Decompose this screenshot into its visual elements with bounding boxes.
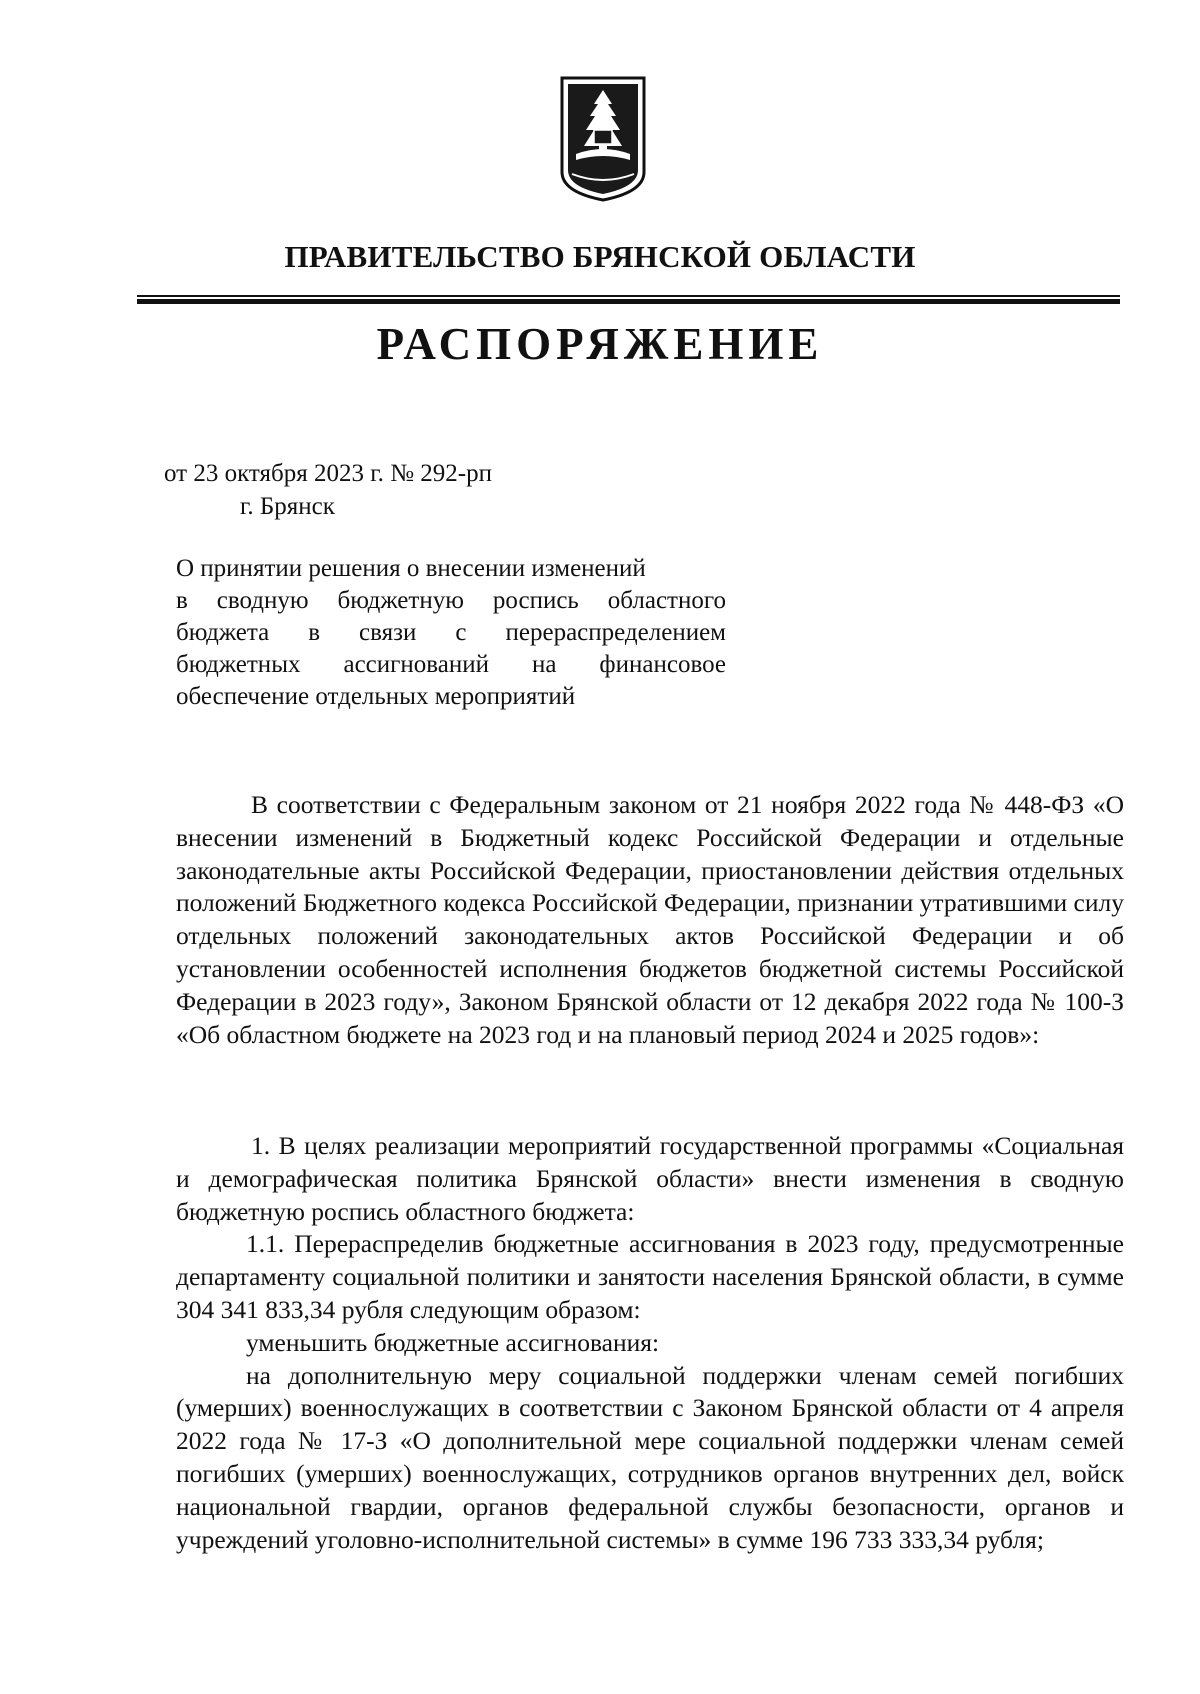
document-type-title: РАСПОРЯЖЕНИЕ [376, 319, 824, 369]
number-sign: № [390, 460, 415, 487]
item-1-paragraph: 1. В целях реализации мероприятий государственной программы «Социальная и демографическая политика Брянской области» внести изменения в сводную бюджетную роспись областного бюджета: [176, 1131, 1124, 1226]
coat-of-arms-icon [558, 74, 648, 204]
document-number: 292-рп [420, 460, 493, 487]
header-divider-thin [137, 295, 1120, 297]
organization-title: ПРАВИТЕЛЬСТВО БРЯНСКОЙ ОБЛАСТИ [284, 239, 916, 274]
document-date: 23 октября 2023 г. [193, 460, 384, 487]
date-prefix: от [164, 460, 188, 487]
item-1-1-paragraph: 1.1. Перераспределив бюджетные ассигнования в 2023 году, предусмотренные департаменту социальной политики и занятости населения Брянской области, в сумме 304 341 833,34 рубля следующим образом: [176, 1229, 1124, 1324]
items-block [176, 1130, 1124, 1556]
document-city: г. Брянск [240, 493, 335, 520]
subject-line: О принятии решения о внесении изменений [176, 555, 646, 582]
subject-line: бюджета в связи с перераспределением [176, 619, 726, 646]
reduce-heading: уменьшить бюджетные ассигнования: [246, 1327, 660, 1357]
subject-line: в сводную бюджетную роспись областного [176, 587, 726, 614]
preamble-paragraph: В соответствии с Федеральным законом от 21 ноября 2022 года № 448-ФЗ «О внесении изменений в Бюджетный кодекс Российской Федерации и отдельные законодательные акты Российской Федерации, приостановлении действия отдельных положений Бюджетного кодекса Российской Федерации, признании утратившими силу отдельных положений законодательных актов Российской Федерации и об установлении особенностей исполнения бюджетов бюджетной системы Российской Федерации в 2023 году», Законом Брянской области от 12 декабря 2022 года № 100-З «Об областном бюджете на 2023 год и на плановый период 2024 и 2025 годов»: [176, 790, 1124, 1049]
subject-line: бюджетных ассигнований на финансовое [176, 651, 726, 678]
preamble-block [176, 789, 1124, 1051]
header-divider-thick [137, 299, 1120, 304]
date-number-line [164, 460, 492, 488]
document-subject [176, 553, 726, 713]
reduce-item-paragraph: на дополнительную меру социальной поддержки членам семей погибших (умерших) военнослужащих в соответствии с Законом Брянской области от 4 апреля 2022 года № 17-З «О дополнительной мере социальной поддержки членам семей погибших (умерших) военнослужащих, сотрудников органов внутренних дел, войск национальной гвардии, органов федеральной службы безопасности, органов и учреждений уголовно-исполнительной системы» в сумме 196 733 333,34 рубля; [176, 1360, 1124, 1554]
subject-line: обеспечение отдельных мероприятий [176, 683, 576, 710]
